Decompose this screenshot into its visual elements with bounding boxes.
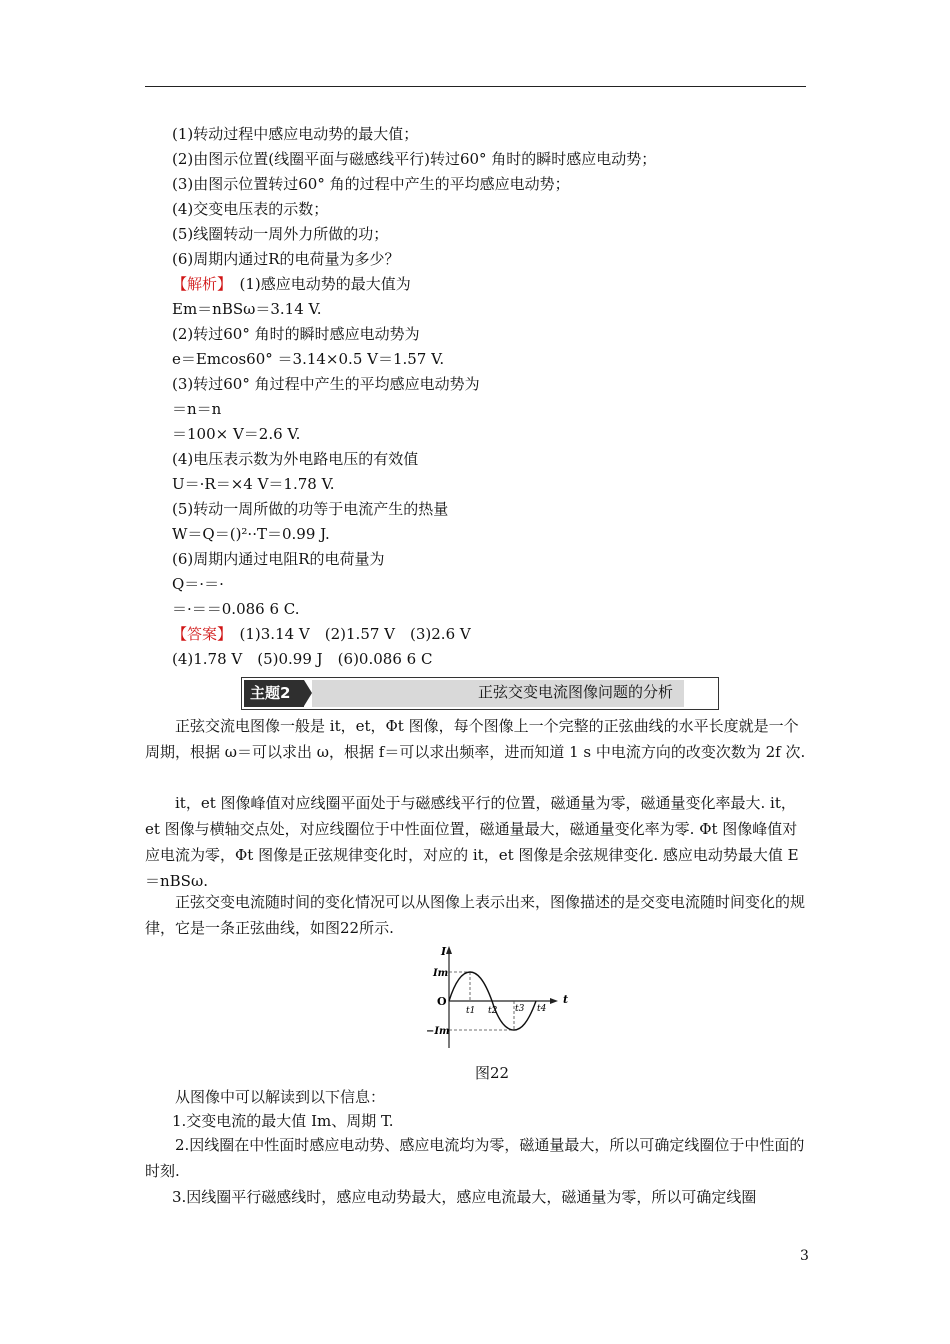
question-2: (2)由图示位置(线圈平面与磁感线平行)转过60° 角时的瞬时感应电动势；: [172, 150, 657, 168]
solution-first-line: (1)感应电动势的最大值为: [224, 275, 411, 293]
solution-line: e＝Emcos60° ＝3.14×0.5 V＝1.57 V.: [172, 350, 445, 368]
question-4: (4)交变电压表的示数；: [172, 200, 329, 218]
origin-label: O: [437, 995, 447, 1008]
tick-t4: t4: [537, 1004, 547, 1014]
topic-arrow: [304, 680, 312, 706]
answer-line-2: (4)1.78 V (5)0.99 J (6)0.086 6 C: [172, 650, 433, 668]
paragraph-1: 正弦交流电图像一般是 it，et，Φt 图像，每个图像上一个完整的正弦曲线的水平长度就是一个周期，根据 ω＝可以求出 ω，根据 f＝可以求出频率，进而知道 1 s 中电流方向的改变次数为 2f 次.: [145, 717, 806, 761]
solution-line: ＝·＝＝0.086 6 C.: [172, 600, 300, 618]
info-item-3: 3.因线圈平行磁感线时，感应电动势最大，感应电流最大，磁通量为零，所以可确定线圈: [172, 1188, 757, 1206]
info-item-1: 1.交变电流的最大值 Im、周期 T.: [172, 1112, 394, 1130]
solution-label: 【解析】: [172, 275, 225, 293]
solution-line: (3)转过60° 角过程中产生的平均感应电动势为: [172, 375, 480, 393]
solution-line: Q＝·＝·: [172, 575, 224, 593]
paragraph-2: it，et 图像峰值对应线圈平面处于与磁感线平行的位置，磁通量为零，磁通量变化率最大. it，et 图像与横轴交点处，对应线圈位于中性面位置，磁通量最大，磁通量变化率为零. Φt 图像峰值对应电流为零，Φt 图像是正弦规律变化时，对应的 it，et 图像是余弦规律变化. 感应电动势最大值 E＝nBSω.: [145, 794, 799, 890]
topic-title: 正弦交变电流图像问题的分析: [478, 683, 674, 701]
solution-line: Em＝nBSω＝3.14 V.: [172, 300, 322, 318]
y-axis-arrow: [446, 946, 452, 954]
header-rule: [145, 86, 806, 87]
info-intro: 从图像中可以解读到以下信息：: [145, 1088, 386, 1106]
question-5: (5)线圈转动一周外力所做的功；: [172, 225, 389, 243]
question-6: (6)周期内通过R的电荷量为多少？: [172, 250, 400, 268]
sine-current-figure: [423, 941, 568, 1056]
figure-caption: 图22: [475, 1064, 510, 1082]
answer-values-1: (1)3.14 V (2)1.57 V (3)2.6 V: [224, 625, 471, 643]
paragraph-3: 正弦交变电流随时间的变化情况可以从图像上表示出来，图像描述的是交变电流随时间变化的规律，它是一条正弦曲线，如图22所示.: [145, 893, 806, 937]
solution-line: (5)转动一周所做的功等于电流产生的热量: [172, 500, 449, 518]
question-3: (3)由图示位置转过60° 角的过程中产生的平均感应电动势；: [172, 175, 570, 193]
x-axis-arrow: [550, 998, 558, 1004]
tick-t1: t1: [466, 1006, 476, 1016]
neg-im-label: −Im: [426, 1026, 450, 1037]
solution-line: (4)电压表示数为外电路电压的有效值: [172, 450, 419, 468]
answer-label: 【答案】: [172, 625, 225, 643]
x-axis-label: t: [563, 993, 568, 1006]
topic-label: 主题2: [244, 680, 304, 707]
question-1: (1)转动过程中感应电动势的最大值；: [172, 125, 419, 143]
answer-line-1: [172, 623, 471, 645]
y-axis-label: I: [441, 945, 447, 958]
tick-t2: t2: [488, 1006, 498, 1016]
solution-line: (2)转过60° 角时的瞬时感应电动势为: [172, 325, 420, 343]
tick-t3: t3: [515, 1004, 525, 1014]
solution-line: ＝100× V＝2.6 V.: [172, 425, 301, 443]
solution-line: (6)周期内通过电阻R的电荷量为: [172, 550, 385, 568]
solution-line: W＝Q＝()²··T＝0.99 J.: [172, 525, 330, 543]
page-number: 3: [800, 1248, 809, 1264]
im-label: Im: [433, 968, 449, 979]
solution-line: ＝n＝n: [172, 400, 222, 418]
solution-heading: [172, 273, 411, 295]
solution-line: U＝·R＝×4 V＝1.78 V.: [172, 475, 335, 493]
info-item-2: 2.因线圈在中性面时感应电动势、感应电流均为零，磁通量最大，所以可确定线圈位于中性面的时刻.: [145, 1136, 805, 1180]
